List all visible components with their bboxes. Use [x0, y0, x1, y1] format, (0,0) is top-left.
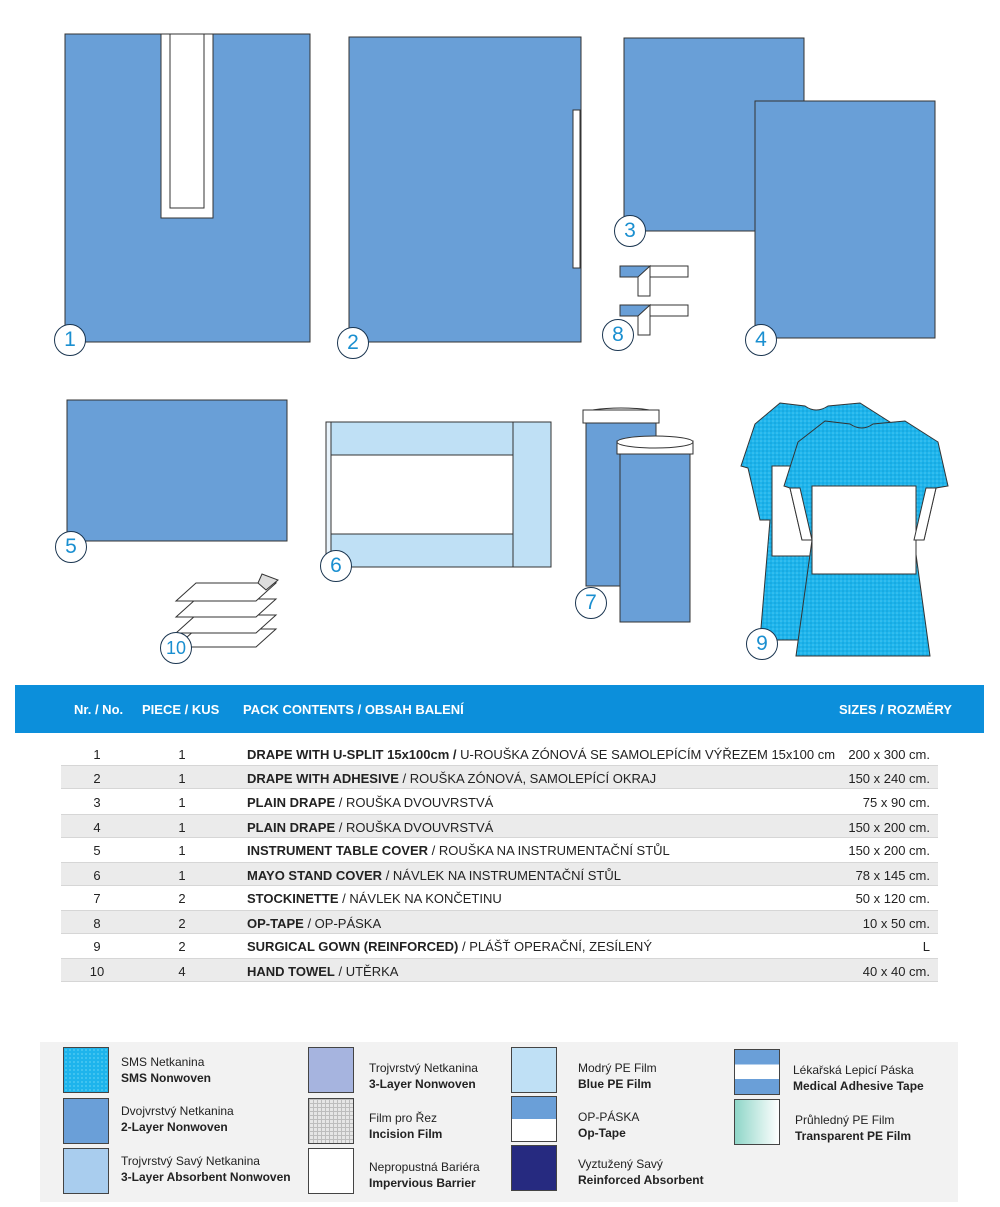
- row-name: SURGICAL GOWN (REINFORCED): [247, 939, 459, 954]
- row-piece: 1: [178, 843, 186, 858]
- item-number-8: 8: [602, 319, 634, 351]
- item-number-1: 1: [54, 324, 86, 356]
- legend-label-impervious-barrier: [369, 1159, 480, 1191]
- row-nr: 3: [93, 795, 101, 810]
- row-name: INSTRUMENT TABLE COVER: [247, 843, 429, 858]
- row-contents: [247, 939, 652, 954]
- row-contents: [247, 747, 835, 762]
- row-piece: 2: [178, 939, 186, 954]
- row-name: STOCKINETTE: [247, 891, 339, 906]
- item-number-7: 7: [575, 587, 607, 619]
- row-nr: 2: [93, 771, 101, 786]
- hand-towel-illustration: [176, 574, 278, 647]
- legend-cz: OP-PÁSKA: [578, 1110, 640, 1124]
- table-row: [61, 934, 938, 958]
- row-desc: / OP-PÁSKA: [303, 916, 382, 931]
- row-nr: 1: [93, 747, 101, 762]
- legend-label-medical-adhesive-tape: [793, 1062, 924, 1094]
- row-name: MAYO STAND COVER: [247, 868, 383, 883]
- table-header: [15, 685, 984, 733]
- row-size: 200 x 300 cm.: [848, 747, 930, 762]
- row-contents: [247, 891, 502, 906]
- op-tape-swatch: [511, 1096, 557, 1142]
- item-number-2: 2: [337, 327, 369, 359]
- medical-adhesive-tape-swatch: [734, 1049, 780, 1095]
- row-name: DRAPE WITH U-SPLIT 15x100cm /: [247, 747, 457, 762]
- row-desc: U-ROUŠKA ZÓNOVÁ SE SAMOLEPÍCÍM VÝŘEZEM 15x100 cm: [456, 747, 836, 762]
- legend-en: 3-Layer Nonwoven: [369, 1077, 476, 1091]
- legend-en: SMS Nonwoven: [121, 1071, 212, 1085]
- row-piece: 1: [178, 795, 186, 810]
- three-layer-nonwoven-swatch: [308, 1047, 354, 1093]
- row-nr: 10: [89, 964, 105, 979]
- row-piece: 4: [178, 964, 186, 979]
- impervious-barrier-swatch: [308, 1148, 354, 1194]
- row-nr: 5: [93, 843, 101, 858]
- incision-film-swatch: [308, 1098, 354, 1144]
- row-piece: 2: [178, 916, 186, 931]
- drape-adhesive-illustration: [349, 37, 581, 342]
- blue-pe-film-swatch: [511, 1047, 557, 1093]
- row-desc: / ROUŠKA NA INSTRUMENTAČNÍ STŮL: [428, 843, 670, 858]
- row-desc: / NÁVLEK NA KONČETINU: [338, 891, 502, 906]
- legend-label-2-layer: [121, 1103, 234, 1135]
- legend-cz: Vyztužený Savý: [578, 1157, 663, 1171]
- row-size: 150 x 200 cm.: [848, 843, 930, 858]
- row-contents: [247, 916, 381, 931]
- table-row: [61, 910, 938, 934]
- legend-en: 2-Layer Nonwoven: [121, 1120, 228, 1134]
- legend-en: 3-Layer Absorbent Nonwoven: [121, 1170, 291, 1184]
- sms-nonwoven-swatch: [63, 1047, 109, 1093]
- header-contents: PACK CONTENTS / OBSAH BALENÍ: [243, 702, 464, 717]
- legend-cz: Film pro Řez: [369, 1111, 438, 1125]
- table-row: [61, 862, 938, 886]
- reinforced-absorbent-swatch: [511, 1145, 557, 1191]
- row-size: 150 x 240 cm.: [848, 771, 930, 786]
- header-sizes: SIZES / ROZMĚRY: [839, 702, 952, 717]
- item-number-9: 9: [746, 628, 778, 660]
- table-row: [61, 958, 938, 982]
- legend-label-transparent-pe-film: [795, 1112, 911, 1144]
- row-size: 75 x 90 cm.: [862, 795, 930, 810]
- table-row: [61, 742, 938, 766]
- row-contents: [247, 820, 493, 835]
- legend-label-3-layer: [369, 1060, 478, 1092]
- row-desc: / UTĚRKA: [334, 964, 399, 979]
- item-number-10: 10: [160, 632, 192, 664]
- row-name: PLAIN DRAPE: [247, 795, 336, 810]
- row-desc: / PLÁŠŤ OPERAČNÍ, ZESÍLENÝ: [458, 939, 652, 954]
- legend-label-op-tape: [578, 1109, 639, 1141]
- table-row: [61, 886, 938, 910]
- legend-label-sms: [121, 1054, 211, 1086]
- table-row: [61, 790, 938, 814]
- drape-u-split-illustration: [65, 34, 310, 342]
- row-nr: 7: [93, 891, 101, 906]
- row-name: OP-TAPE: [247, 916, 304, 931]
- row-desc: / ROUŠKA DVOUVRSTVÁ: [335, 820, 494, 835]
- mayo-stand-cover-illustration: [326, 422, 551, 567]
- legend-en: Reinforced Absorbent: [578, 1173, 704, 1187]
- row-contents: [247, 771, 656, 786]
- row-nr: 6: [93, 868, 101, 883]
- row-name: HAND TOWEL: [247, 964, 335, 979]
- two-layer-nonwoven-swatch: [63, 1098, 109, 1144]
- row-piece: 1: [178, 868, 186, 883]
- row-piece: 1: [178, 771, 186, 786]
- row-size: 10 x 50 cm.: [862, 916, 930, 931]
- legend-en: Transparent PE Film: [795, 1129, 912, 1143]
- three-layer-absorbent-swatch: [63, 1148, 109, 1194]
- row-desc: / ROUŠKA DVOUVRSTVÁ: [335, 795, 494, 810]
- legend-cz: Trojvrstvý Savý Netkanina: [121, 1154, 260, 1168]
- row-contents: [247, 843, 670, 858]
- legend-en: Impervious Barrier: [369, 1176, 476, 1190]
- legend-en: Blue PE Film: [578, 1077, 652, 1091]
- row-contents: [247, 964, 398, 979]
- legend-en: Medical Adhesive Tape: [793, 1079, 924, 1093]
- row-name: DRAPE WITH ADHESIVE: [247, 771, 399, 786]
- legend-label-reinforced-absorbent: [578, 1156, 704, 1188]
- legend-cz: Dvojvrstvý Netkanina: [121, 1104, 234, 1118]
- instrument-table-cover-illustration: [67, 400, 287, 541]
- legend-cz: Nepropustná Bariéra: [369, 1160, 480, 1174]
- legend-cz: Průhledný PE Film: [795, 1113, 895, 1127]
- row-size: 150 x 200 cm.: [848, 820, 930, 835]
- material-legend: [40, 1042, 958, 1202]
- row-size: 40 x 40 cm.: [862, 964, 930, 979]
- item-number-4: 4: [745, 324, 777, 356]
- header-piece: PIECE / KUS: [142, 702, 220, 717]
- legend-cz: Modrý PE Film: [578, 1061, 657, 1075]
- legend-label-3-layer-absorbent: [121, 1153, 291, 1185]
- row-nr: 9: [93, 939, 101, 954]
- row-contents: [247, 795, 493, 810]
- row-piece: 1: [178, 747, 186, 762]
- row-nr: 4: [93, 820, 101, 835]
- transparent-pe-film-swatch: [734, 1099, 780, 1145]
- table-row: [61, 838, 938, 862]
- row-size: 78 x 145 cm.: [855, 868, 930, 883]
- legend-en: Op-Tape: [578, 1126, 626, 1140]
- legend-en: Incision Film: [369, 1127, 443, 1141]
- row-name: PLAIN DRAPE: [247, 820, 336, 835]
- header-nr: Nr. / No.: [74, 702, 124, 717]
- legend-label-blue-pe-film: [578, 1060, 657, 1092]
- row-nr: 8: [93, 916, 101, 931]
- item-number-5: 5: [55, 531, 87, 563]
- plain-drape-large-illustration: [755, 101, 935, 338]
- legend-cz: Trojvrstvý Netkanina: [369, 1061, 478, 1075]
- legend-label-incision-film: [369, 1110, 442, 1142]
- table-row: [61, 814, 938, 838]
- row-size: L: [922, 939, 930, 954]
- row-desc: / NÁVLEK NA INSTRUMENTAČNÍ STŮL: [382, 868, 621, 883]
- row-desc: / ROUŠKA ZÓNOVÁ, SAMOLEPÍCÍ OKRAJ: [398, 771, 657, 786]
- item-number-6: 6: [320, 550, 352, 582]
- row-piece: 2: [178, 891, 186, 906]
- row-contents: [247, 868, 621, 883]
- row-piece: 1: [178, 820, 186, 835]
- item-number-3: 3: [614, 215, 646, 247]
- legend-cz: Lékařská Lepicí Páska: [793, 1063, 914, 1077]
- table-row: [61, 765, 938, 789]
- legend-cz: SMS Netkanina: [121, 1055, 205, 1069]
- row-size: 50 x 120 cm.: [855, 891, 930, 906]
- surgical-gown-illustration: [741, 403, 948, 656]
